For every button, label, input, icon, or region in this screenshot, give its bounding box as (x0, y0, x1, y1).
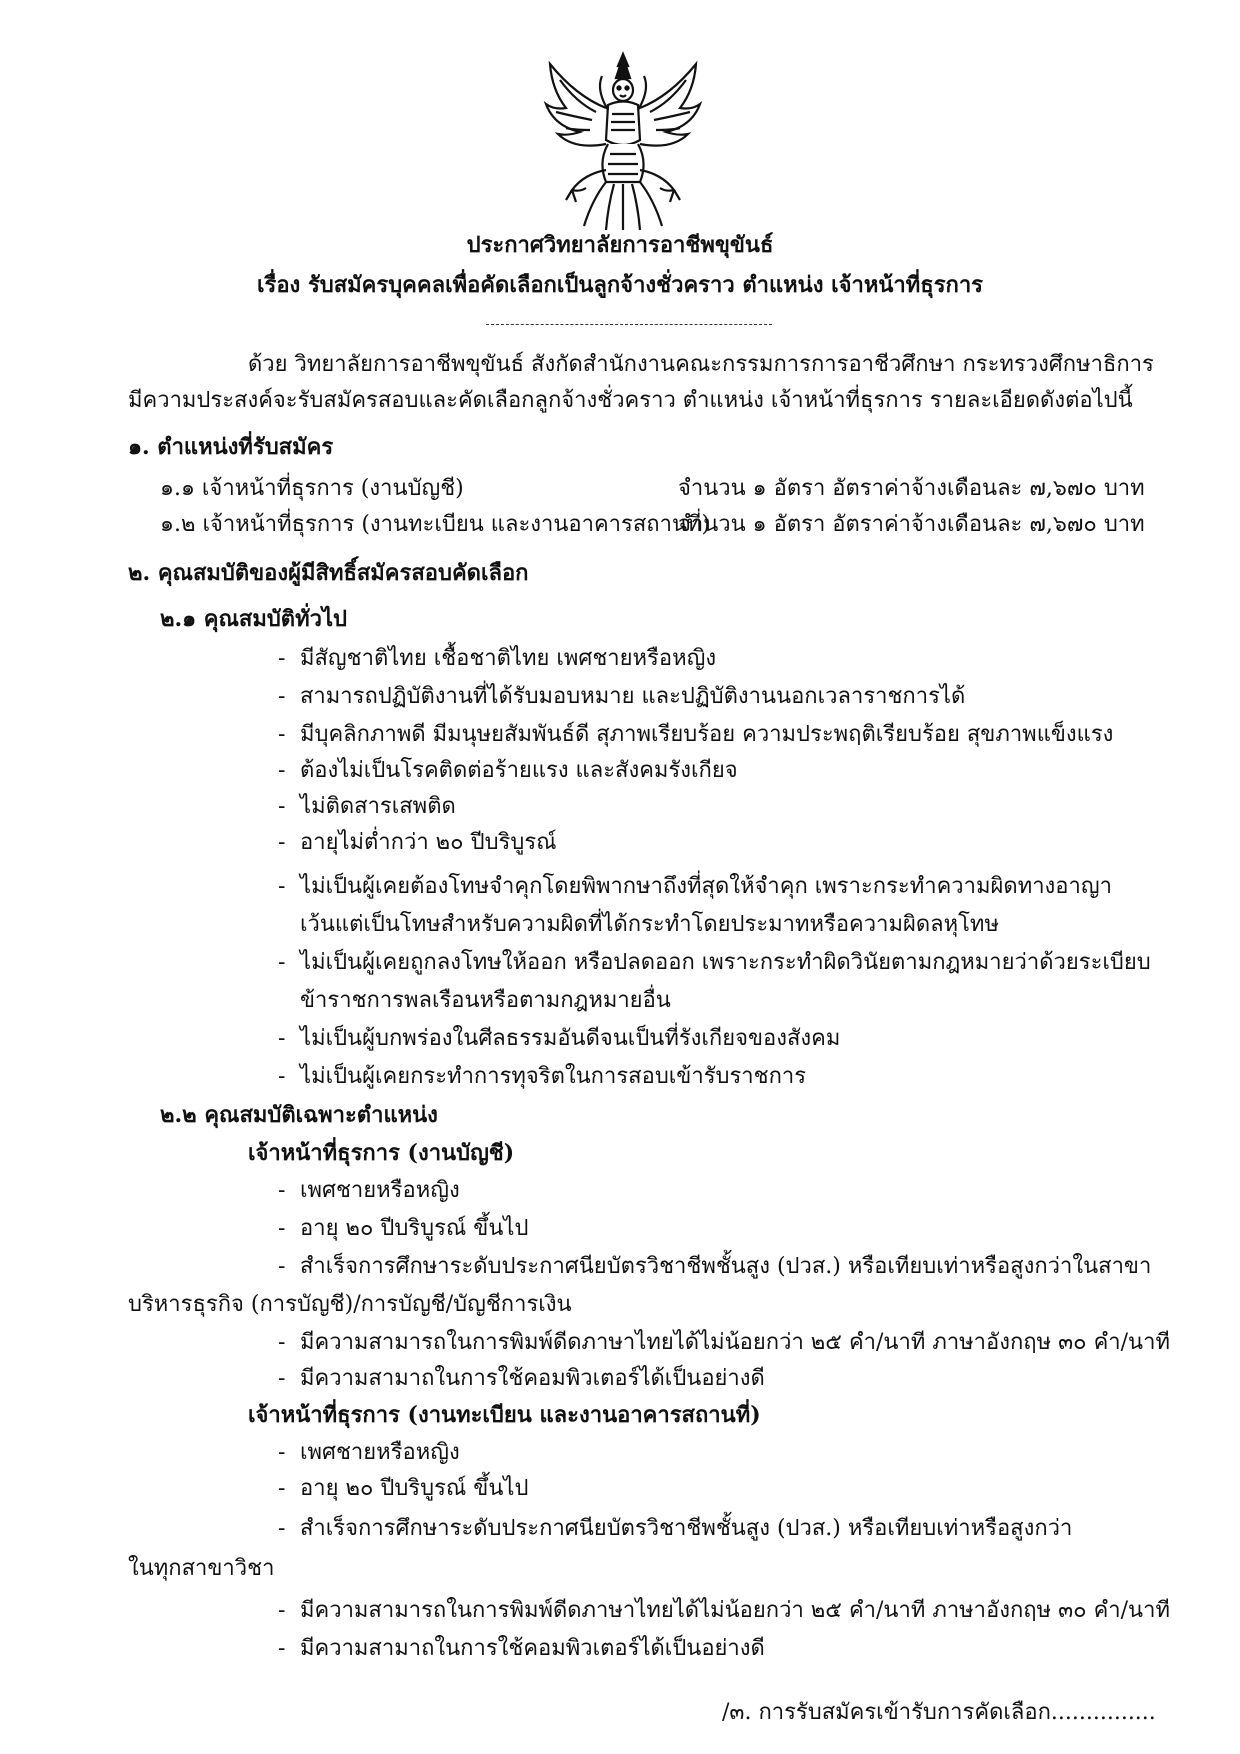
registration-item: - มีความสามาถในการใช้คอมพิวเตอร์ได้เป็นอย่างดี (278, 1636, 765, 1661)
general-item: - ไม่เป็นผู้บกพร่องในศีลธรรมอันดีจนเป็นที่รังเกียจของสังคม (278, 1026, 841, 1051)
accounting-item: - เพศชายหรือหญิง (278, 1178, 460, 1203)
section-1-heading: ๑. ตำแหน่งที่รับสมัคร (128, 434, 334, 460)
general-item: - ไม่เป็นผู้เคยต้องโทษจำคุกโดยพิพากษาถึงที่สุดให้จำคุก เพราะกระทำความผิดทางอาญา (278, 874, 1112, 899)
general-item-continuation: เว้นแต่เป็นโทษสำหรับความผิดที่ได้กระทำโดยประมาทหรือความผิดลหุโทษ (300, 912, 999, 937)
registration-item: - มีความสามารถในการพิมพ์ดีดภาษาไทยได้ไม่น้อยกว่า ๒๕ คำ/นาที ภาษาอังกฤษ ๓๐ คำ/นาที (278, 1598, 1170, 1623)
general-item: - สามารถปฏิบัติงานที่ได้รับมอบหมาย และปฏิบัติงานนอกเวลาราชการได้ (278, 684, 966, 709)
intro-line-1: ด้วย วิทยาลัยการอาชีพขุขันธ์ สังกัดสำนักงานคณะกรรมการการอาชีวศึกษา กระทรวงศึกษาธิการ (248, 352, 1154, 377)
registration-item: - เพศชายหรือหญิง (278, 1440, 460, 1465)
general-item-continuation: ข้าราชการพลเรือนหรือตามกฎหมายอื่น (300, 988, 671, 1013)
accounting-item: - อายุ ๒๐ ปีบริบูรณ์ ขึ้นไป (278, 1216, 529, 1241)
specific-qualifications-heading: ๒.๒ คุณสมบัติเฉพาะตำแหน่ง (160, 1102, 438, 1128)
garuda-emblem-icon (536, 50, 710, 232)
accounting-item: - มีความสามารถในการพิมพ์ดีดภาษาไทยได้ไม่น้อยกว่า ๒๕ คำ/นาที ภาษาอังกฤษ ๓๐ คำ/นาที (278, 1330, 1170, 1355)
position-1-detail: จำนวน ๑ อัตรา อัตราค่าจ้างเดือนละ ๗,๖๗๐ บาท (678, 476, 1145, 501)
general-item: - ไม่ติดสารเสพติด (278, 794, 456, 819)
section-2-heading: ๒. คุณสมบัติของผู้มีสิทธิ์สมัครสอบคัดเลือก (128, 560, 529, 586)
position-2-label: ๑.๒ เจ้าหน้าที่ธุรการ (งานทะเบียน และงานอาคารสถานที่) (160, 512, 711, 537)
title-divider (486, 324, 772, 325)
announcement-subject: เรื่อง รับสมัครบุคคลเพื่อคัดเลือกเป็นลูกจ้างชั่วคราว ตำแหน่ง เจ้าหน้าที่ธุรการ (257, 272, 983, 298)
accounting-item: - สำเร็จการศึกษาระดับประกาศนียบัตรวิชาชีพชั้นสูง (ปวส.) หรือเทียบเท่าหรือสูงกว่าในสาขา (278, 1254, 1152, 1279)
registration-item-continuation: ในทุกสาขาวิชา (128, 1556, 275, 1581)
intro-line-2: มีความประสงค์จะรับสมัครสอบและคัดเลือกลูกจ้างชั่วคราว ตำแหน่ง เจ้าหน้าที่ธุรการ รายละเอียดดังต่อไปนี้ (128, 388, 1133, 413)
position-2-detail: จำนวน ๑ อัตรา อัตราค่าจ้างเดือนละ ๗,๖๗๐ บาท (678, 512, 1145, 537)
general-item: - มีบุคลิกภาพดี มีมนุษยสัมพันธ์ดี สุภาพเรียบร้อย ความประพฤติเรียบร้อย สุขภาพแข็งแรง (278, 722, 1114, 747)
accounting-item: - มีความสามาถในการใช้คอมพิวเตอร์ได้เป็นอย่างดี (278, 1366, 765, 1391)
announcement-title: ประกาศวิทยาลัยการอาชีพขุขันธ์ (466, 232, 774, 258)
position-1-label: ๑.๑ เจ้าหน้าที่ธุรการ (งานบัญชี) (160, 476, 464, 501)
registration-position-heading: เจ้าหน้าที่ธุรการ (งานทะเบียน และงานอาคารสถานที่) (248, 1402, 761, 1428)
general-item: - อายุไม่ต่ำกว่า ๒๐ ปีบริบูรณ์ (278, 830, 557, 855)
general-qualifications-heading: ๒.๑ คุณสมบัติทั่วไป (160, 606, 347, 632)
general-item: - ไม่เป็นผู้เคยถูกลงโทษให้ออก หรือปลดออก เพราะกระทำผิดวินัยตามกฎหมายว่าด้วยระเบียบ (278, 950, 1151, 975)
accounting-item-continuation: บริหารธุรกิจ (การบัญชี)/การบัญชี/บัญชีการเงิน (128, 1292, 572, 1317)
general-item: - มีสัญชาติไทย เชื้อชาติไทย เพศชายหรือหญิง (278, 646, 717, 671)
registration-item: - อายุ ๒๐ ปีบริบูรณ์ ขึ้นไป (278, 1476, 529, 1501)
accounting-position-heading: เจ้าหน้าที่ธุรการ (งานบัญชี) (248, 1140, 515, 1166)
continued-next-page: /๓. การรับสมัครเข้ารับการคัดเลือก............... (722, 1700, 1156, 1725)
general-item: - ต้องไม่เป็นโรคติดต่อร้ายแรง และสังคมรังเกียจ (278, 758, 738, 783)
registration-item: - สำเร็จการศึกษาระดับประกาศนียบัตรวิชาชีพชั้นสูง (ปวส.) หรือเทียบเท่าหรือสูงกว่า (278, 1516, 1073, 1541)
general-item: - ไม่เป็นผู้เคยกระทำการทุจริตในการสอบเข้ารับราชการ (278, 1064, 807, 1089)
